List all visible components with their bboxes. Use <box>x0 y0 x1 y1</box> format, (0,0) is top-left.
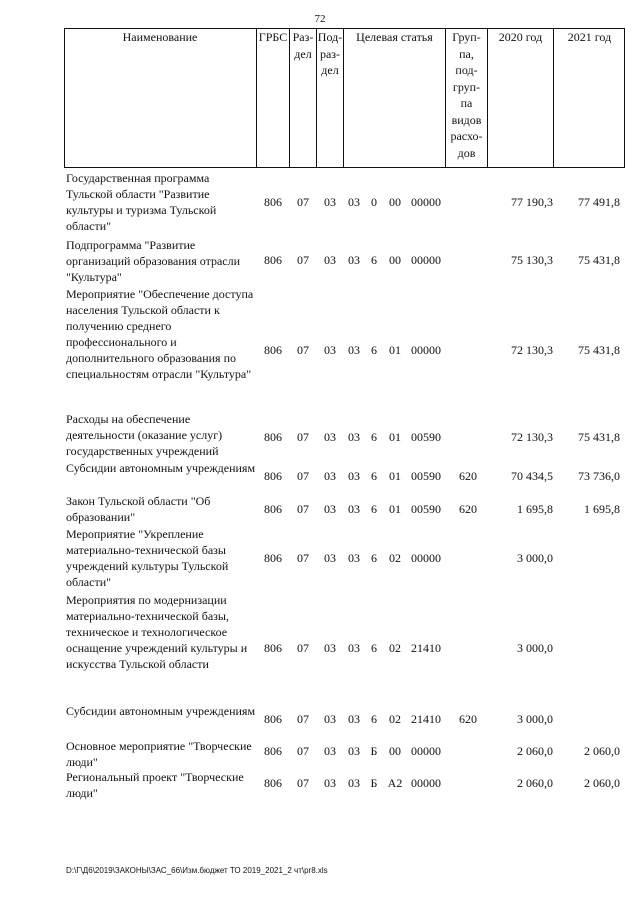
row-target-part-4: 00000 <box>411 195 441 209</box>
row-razdel: 07 <box>297 469 309 483</box>
row-grbs: 806 <box>264 469 282 483</box>
row-grbs: 806 <box>264 744 282 758</box>
row-target-part-1: 03 <box>348 776 360 790</box>
row-podrazdel: 03 <box>324 253 336 267</box>
row-target-part-2: 6 <box>371 641 377 655</box>
row-target-part-4: 00590 <box>411 502 441 516</box>
row-target-part-2: 6 <box>371 469 377 483</box>
row-amount-2020: 3 000,0 <box>517 712 553 726</box>
row-expense-group: 620 <box>459 712 477 726</box>
row-target-part-4: 21410 <box>411 641 441 655</box>
row-grbs: 806 <box>264 551 282 565</box>
row-amount-2020: 72 130,3 <box>511 343 553 357</box>
row-amount-2020: 2 060,0 <box>517 744 553 758</box>
row-target-part-3: 01 <box>389 469 401 483</box>
row-name: Региональный проект "Творческие люди" <box>66 770 244 800</box>
row-amount-2020: 77 190,3 <box>511 195 553 209</box>
row-target-part-3: 00 <box>389 195 401 209</box>
row-razdel: 07 <box>297 502 309 516</box>
row-amount-2021: 2 060,0 <box>584 744 620 758</box>
header-2021: 2021 год <box>553 28 625 167</box>
row-amount-2020: 3 000,0 <box>517 641 553 655</box>
row-target-part-3: 01 <box>389 343 401 357</box>
row-target-part-1: 03 <box>348 253 360 267</box>
row-podrazdel: 03 <box>324 551 336 565</box>
row-target-part-4: 00000 <box>411 343 441 357</box>
row-amount-2021: 75 431,8 <box>578 430 620 444</box>
row-target-part-1: 03 <box>348 551 360 565</box>
row-amount-2021: 1 695,8 <box>584 502 620 516</box>
row-grbs: 806 <box>264 776 282 790</box>
row-target-part-4: 21410 <box>411 712 441 726</box>
row-target-part-4: 00000 <box>411 776 441 790</box>
row-target-part-3: 01 <box>389 502 401 516</box>
row-target-part-1: 03 <box>348 430 360 444</box>
row-podrazdel: 03 <box>324 430 336 444</box>
header-razdel: Раз- дел <box>289 28 316 167</box>
row-target-part-2: Б <box>370 744 378 758</box>
row-name: Субсидии автономным учреждениям <box>66 704 256 718</box>
row-target-part-2: 6 <box>371 551 377 565</box>
row-target-part-1: 03 <box>348 502 360 516</box>
row-amount-2020: 2 060,0 <box>517 776 553 790</box>
row-expense-group: 620 <box>459 502 477 516</box>
row-name: Мероприятие "Укрепление материально-технической базы учреждений культуры Тульской области" <box>66 527 229 589</box>
page-number: 72 <box>314 13 326 25</box>
file-path-footer: D:\Г\Д6\2019\ЗАКОНЫ\ЗАС_66\Изм.бюджет ТО 2019_2021_2 чт\pr8.xls <box>66 866 328 875</box>
header-grbs: ГРБС <box>256 28 289 167</box>
row-amount-2021: 75 431,8 <box>578 343 620 357</box>
row-amount-2020: 1 695,8 <box>517 502 553 516</box>
row-target-part-3: 02 <box>389 551 401 565</box>
row-razdel: 07 <box>297 712 309 726</box>
row-amount-2021: 77 491,8 <box>578 195 620 209</box>
row-amount-2021: 2 060,0 <box>584 776 620 790</box>
row-target-part-3: 00 <box>389 253 401 267</box>
row-target-part-1: 03 <box>348 343 360 357</box>
row-grbs: 806 <box>264 712 282 726</box>
header-podrazdel: Под- раз- дел <box>316 28 343 167</box>
row-razdel: 07 <box>297 744 309 758</box>
row-target-part-4: 00000 <box>411 253 441 267</box>
row-name: Основное мероприятие "Творческие люди" <box>66 739 252 769</box>
row-target-part-2: 6 <box>371 712 377 726</box>
row-target-part-2: 0 <box>371 195 377 209</box>
row-target-part-3: 02 <box>389 712 401 726</box>
row-grbs: 806 <box>264 195 282 209</box>
row-name: Мероприятия по модернизации материально-технической базы, техническое и технологическое оснащение учреждений культуры и искусства Тульской области <box>66 593 248 671</box>
header-target: Целевая статья <box>343 28 445 167</box>
row-amount-2021: 73 736,0 <box>578 469 620 483</box>
row-razdel: 07 <box>297 253 309 267</box>
row-target-part-1: 03 <box>348 712 360 726</box>
row-name: Государственная программа Тульской области "Развитие культуры и туризма Тульской области" <box>66 171 217 233</box>
header-name: Наименование <box>122 30 198 44</box>
row-podrazdel: 03 <box>324 469 336 483</box>
row-razdel: 07 <box>297 343 309 357</box>
row-razdel: 07 <box>297 551 309 565</box>
row-name: Закон Тульской области "Об образовании" <box>66 494 211 524</box>
row-grbs: 806 <box>264 502 282 516</box>
row-podrazdel: 03 <box>324 744 336 758</box>
row-grbs: 806 <box>264 641 282 655</box>
row-amount-2020: 75 130,3 <box>511 253 553 267</box>
row-grbs: 806 <box>264 430 282 444</box>
row-target-part-4: 00000 <box>411 744 441 758</box>
row-target-part-2: 6 <box>371 253 377 267</box>
header-group: Груп- па, под- груп- па видов расхо- дов <box>445 28 487 167</box>
header-2020: 2020 год <box>487 28 553 167</box>
row-target-part-4: 00590 <box>411 430 441 444</box>
row-target-part-4: 00590 <box>411 469 441 483</box>
row-target-part-1: 03 <box>348 641 360 655</box>
row-amount-2020: 3 000,0 <box>517 551 553 565</box>
row-amount-2020: 72 130,3 <box>511 430 553 444</box>
row-target-part-2: 6 <box>371 343 377 357</box>
row-razdel: 07 <box>297 430 309 444</box>
row-target-part-3: 01 <box>389 430 401 444</box>
row-expense-group: 620 <box>459 469 477 483</box>
table-header <box>64 28 625 168</box>
row-target-part-3: А2 <box>387 776 403 790</box>
row-podrazdel: 03 <box>324 195 336 209</box>
row-razdel: 07 <box>297 641 309 655</box>
row-target-part-3: 02 <box>389 641 401 655</box>
row-razdel: 07 <box>297 195 309 209</box>
row-grbs: 806 <box>264 343 282 357</box>
row-podrazdel: 03 <box>324 641 336 655</box>
row-target-part-1: 03 <box>348 744 360 758</box>
row-target-part-2: 6 <box>371 502 377 516</box>
row-target-part-1: 03 <box>348 195 360 209</box>
row-podrazdel: 03 <box>324 343 336 357</box>
row-amount-2020: 70 434,5 <box>511 469 553 483</box>
row-amount-2021: 75 431,8 <box>578 253 620 267</box>
row-name: Подпрограмма "Развитие организаций образования отрасли "Культура" <box>66 238 241 284</box>
row-grbs: 806 <box>264 253 282 267</box>
row-target-part-2: Б <box>370 776 378 790</box>
row-target-part-2: 6 <box>371 430 377 444</box>
row-name: Мероприятие "Обеспечение доступа населения Тульской области к получению среднего профессионального и дополнительного образования по специальностям отрасли "Культура" <box>66 287 254 381</box>
row-name: Субсидии автономным учреждениям <box>66 461 256 475</box>
row-target-part-4: 00000 <box>411 551 441 565</box>
row-razdel: 07 <box>297 776 309 790</box>
row-podrazdel: 03 <box>324 712 336 726</box>
row-podrazdel: 03 <box>324 776 336 790</box>
row-podrazdel: 03 <box>324 502 336 516</box>
row-target-part-1: 03 <box>348 469 360 483</box>
row-name: Расходы на обеспечение деятельности (оказание услуг) государственных учреждений <box>66 412 223 458</box>
row-target-part-3: 00 <box>389 744 401 758</box>
